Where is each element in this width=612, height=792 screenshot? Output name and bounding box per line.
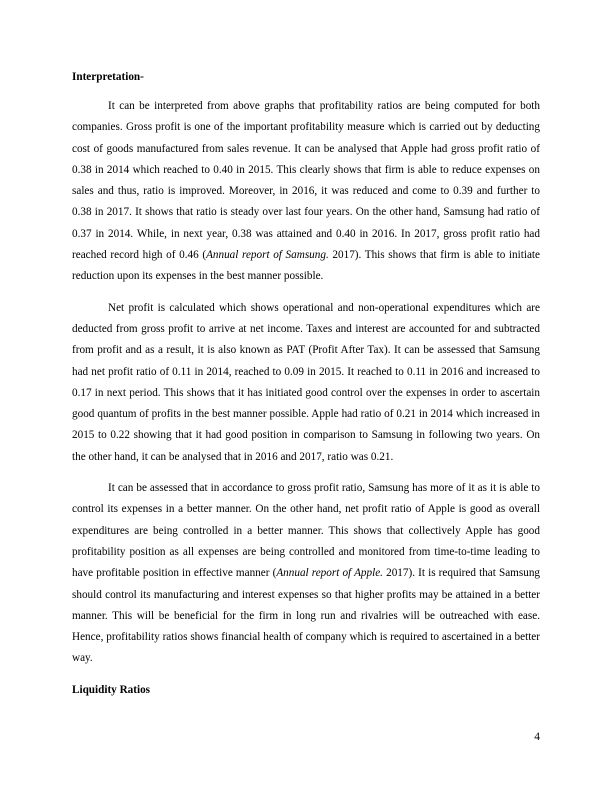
paragraph-text: 2017). It is required that Samsung should control its manufacturing and interest expenses so that higher profits may be attained in a better manner. This will be beneficial for the firm in long run and rivalries will be outreached with ease. Hence, profitability ratios shows financial health of company which is required to ascertained in a better way. [72,567,541,665]
paragraph-gross-profit [72,96,540,288]
paragraph-text: 2017). This shows that firm is able to initiate reduction upon its expenses in the best manner possible. [72,249,540,283]
paragraph-text: Net profit is calculated which shows operational and non-operational expenditures which are deducted from gross profit to arrive at net income. Taxes and interest are accounted for and subtracted from profit and as a result, it is also known as PAT (Profit After Tax). It can be assessed that Samsung had net profit ratio of 0.11 in 2014, reached to 0.09 in 2015. It reached to 0.11 in 2016 and increased to 0.17 in next period. This shows that it has initiated good control over the expenses in order to ascertain good quantum of profits in the best manner possible. Apple had ratio of 0.21 in 2014 which increased in 2015 to 0.22 showing that it had good position in comparison to Samsung in following two years. On the other hand, it can be analysed that in 2016 and 2017, ratio was 0.21. [72,301,540,463]
paragraph-net-profit [72,298,540,468]
document-page [72,67,540,700]
page-number: 4 [534,731,540,743]
heading-liquidity-ratios: Liquidity Ratios [72,683,151,696]
heading-interpretation: Interpretation- [72,71,144,83]
paragraph-conclusion [72,478,540,670]
citation-italic: Annual report of Samsung. [206,249,329,262]
citation-italic: Annual report of Apple. [276,567,383,580]
paragraph-text: It can be interpreted from above graphs that profitability ratios are being computed for both companies. Gross profit is one of the important profitability measure which is carried out by deducting cost of goods manufactured from sales revenue. It can be analysed that Apple had gross profit ratio of 0.38 in 2014 which reached to 0.40 in 2015. This clearly shows that firm is able to reduce expenses on sales and thus, ratio is improved. Moreover, in 2016, it was reduced and come to 0.39 and further to 0.38 in 2017. It shows that ratio is steady over last four years. On the other hand, Samsung had ratio of 0.37 in 2014. While, in next year, 0.38 was attained and 0.40 in 2016. In 2017, gross profit ratio had reached record high of 0.46 ( [72,100,540,262]
paragraph-text: It can be assessed that in accordance to gross profit ratio, Samsung has more of it as it is able to control its expenses in a better manner. On the other hand, net profit ratio of Apple is good as overall expenditures are being controlled in a better manner. This shows that collectively Apple has good profitability position as all expenses are being controlled and monitored from time-to-time leading to have profitable position in effective manner ( [72,482,540,580]
